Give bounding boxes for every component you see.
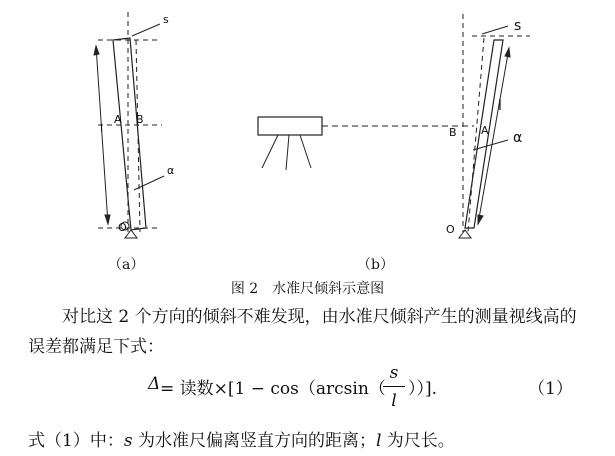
panel-b-label: （b） — [357, 257, 394, 273]
paragraph-2 — [28, 426, 588, 456]
tripod-leg-left — [262, 135, 278, 168]
s-leader-a — [132, 24, 160, 36]
label-l-b: l — [498, 98, 502, 114]
label-alpha-a: α — [167, 164, 175, 177]
label-a-a: A — [114, 113, 122, 126]
pivot-triangle-b — [459, 230, 471, 238]
fraction-bar — [383, 386, 405, 387]
label-s-b: s — [514, 18, 522, 34]
formula-fraction — [383, 362, 405, 413]
level-instrument-body — [258, 117, 322, 135]
formula-lhs: = 读数×[1 − cos（arcsin（ — [160, 379, 386, 399]
equation-number: （1） — [528, 379, 573, 399]
label-s-a: s — [163, 13, 169, 26]
label-l-a: l — [100, 122, 104, 135]
formula-numerator: s — [389, 363, 399, 383]
label-o-a: O — [118, 221, 127, 234]
figure-caption: 图 2 水准尺倾斜示意图 — [230, 281, 385, 297]
label-a-b: A — [481, 124, 489, 137]
p2-s: s — [123, 431, 133, 451]
pivot-triangle-a — [125, 230, 137, 238]
tripod-leg-mid — [286, 135, 289, 170]
formula-denominator: l — [391, 391, 397, 411]
p2-part3: 为尺长。 — [381, 431, 455, 451]
p2-part1: 式（1）中： — [28, 431, 124, 451]
panel-a-label: （a） — [108, 257, 145, 273]
label-o-b: O — [446, 223, 455, 236]
p2-l: l — [375, 431, 382, 451]
label-b-b: B — [449, 126, 457, 139]
tripod-leg-right — [300, 135, 311, 168]
s-leader-b — [482, 26, 508, 34]
label-b-a: B — [136, 113, 144, 126]
formula-delta: Δ — [148, 374, 161, 394]
length-arrow-a — [96, 46, 108, 224]
formula-close: ））]. — [408, 379, 438, 399]
equation-1 — [0, 362, 615, 420]
label-alpha-b: α — [513, 130, 523, 146]
leveling-staff-a — [113, 38, 146, 230]
p2-part2: 为水准尺偏离竖直方向的距离； — [132, 431, 376, 451]
paragraph-1: 对比这 2 个方向的倾斜不难发现，由水准尺倾斜产生的测量视线高的误差都满足下式： — [28, 307, 577, 357]
